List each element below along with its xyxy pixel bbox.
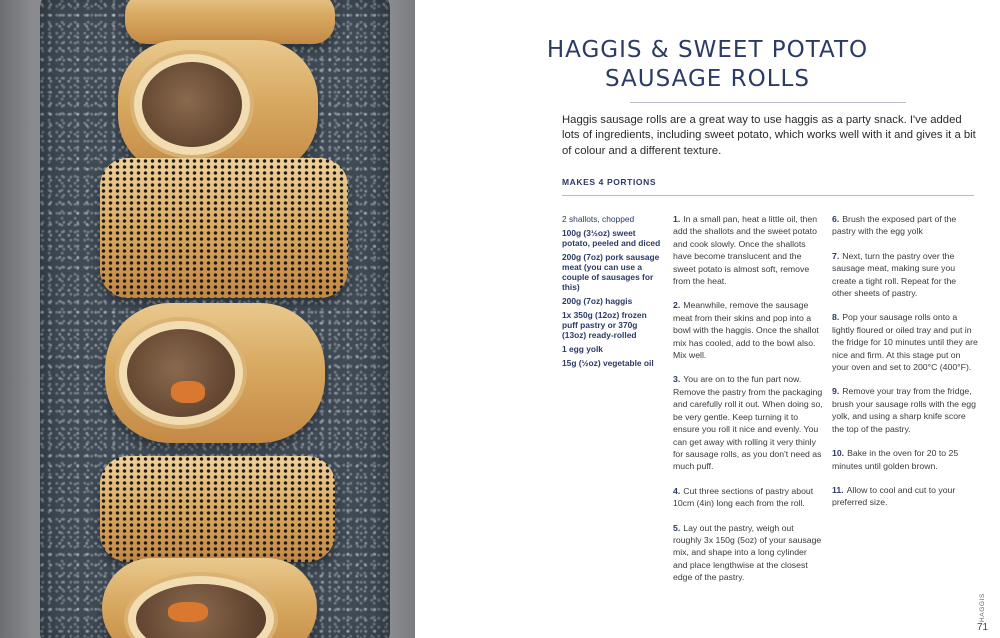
- portions-label: MAKES 4 PORTIONS: [562, 177, 657, 187]
- step-text: Remove your tray from the fridge, brush your sausage rolls with the egg yolk, and using a sharp knife score the top of the pastry.: [832, 386, 976, 434]
- portions-divider: [562, 195, 974, 196]
- method-step: [832, 250, 978, 300]
- step-number: 1.: [673, 214, 681, 224]
- method-step: [832, 311, 978, 373]
- method-step: [673, 373, 823, 472]
- step-text: Pop your sausage rolls onto a lightly floured or oiled tray and put in the fridge for 10 minutes until they are nice and firm. At this stage put on your oven and set to 200°C (400°F).: [832, 312, 978, 373]
- step-number: 6.: [832, 214, 840, 224]
- sausage-roll-slice: [100, 158, 348, 298]
- sausage-roll-slice: [125, 0, 335, 44]
- title-divider: [630, 102, 906, 103]
- ingredients-list: [562, 214, 662, 372]
- step-number: 11.: [832, 484, 844, 495]
- step-text: Cut three sections of pastry about 10cm (4in) long each from the roll.: [673, 485, 814, 509]
- method-step: [673, 213, 823, 287]
- sausage-roll-slice: [118, 40, 318, 175]
- step-number: 2.: [673, 300, 681, 311]
- recipe-title-line-2: SAUSAGE ROLLS: [605, 66, 810, 92]
- method-step: [673, 485, 823, 510]
- method-steps-column-2: [832, 213, 978, 521]
- step-text: You are on to the fun part now. Remove the pastry from the packaging and carefully roll it out. When doing so, be very gentle. Keep turning it to ensure you roll it nice and evenly. You can get away with rolling it very thinly for sausage rolls, as you don't need as much puff.: [673, 374, 823, 472]
- method-step: [832, 447, 978, 472]
- method-step: [673, 522, 823, 584]
- ingredient-item: 1 egg yolk: [562, 344, 603, 354]
- page-number: 71: [977, 622, 989, 633]
- method-step: [832, 213, 978, 238]
- recipe-title-line-1: HAGGIS & SWEET POTATO: [546, 37, 869, 63]
- step-number: 8.: [832, 312, 840, 323]
- method-step: [832, 385, 978, 435]
- step-number: 9.: [832, 386, 840, 397]
- method-steps-column-1: [673, 213, 823, 596]
- recipe-page: [415, 0, 1000, 638]
- recipe-intro: Haggis sausage rolls are a great way to use haggis as a party snack. I've added lots of ingredients, including sweet potato, which works well with it and gives it a bit of colour and a different texture.: [562, 114, 976, 157]
- ingredient-item: 1x 350g (12oz) frozen puff pastry or 370g (13oz) ready-rolled: [562, 310, 647, 340]
- step-number: 5.: [673, 522, 681, 533]
- step-number: 7.: [832, 250, 840, 261]
- method-step: [832, 484, 978, 509]
- step-text: Allow to cool and cut to your preferred size.: [832, 484, 956, 508]
- step-text: Lay out the pastry, weigh out roughly 3x 150g (5oz) of your sausage mix, and shape into a long cylinder and place lengthwise at the closest edge of the pastry.: [673, 522, 822, 583]
- step-number: 4.: [673, 485, 681, 496]
- step-number: 3.: [673, 374, 681, 385]
- ingredient-item: 15g (½oz) vegetable oil: [562, 358, 654, 368]
- sausage-roll-slice: [102, 558, 317, 638]
- ingredient-item: 200g (7oz) haggis: [562, 296, 633, 306]
- sausage-roll-slice: [105, 303, 325, 443]
- ingredient-item: 100g (3½oz) sweet potato, peeled and diced: [562, 228, 661, 248]
- ingredient-item: 2 shallots, chopped: [562, 214, 635, 224]
- recipe-photo: [0, 0, 415, 638]
- ingredient-item: 200g (7oz) pork sausage meat (you can use a couple of sausages for this): [562, 252, 660, 292]
- step-text: Meanwhile, remove the sausage meat from their skins and pop into a bowl with the haggis. Once the shallot mix has cooled, add to the bowl also. Mix well.: [673, 300, 819, 361]
- step-number: 10.: [832, 448, 845, 459]
- method-step: [673, 299, 823, 361]
- step-text: Brush the exposed part of the pastry with the egg yolk: [832, 214, 957, 237]
- step-text: In a small pan, heat a little oil, then add the shallots and the sweet potato and cook slowly. Once the shallots have become translucent and the sweet potato is almost soft, remove from the heat.: [673, 214, 818, 287]
- sausage-roll-slice: [100, 456, 335, 562]
- section-running-head: HAGGIS: [979, 593, 986, 622]
- step-text: Bake in the oven for 20 to 25 minutes until golden brown.: [832, 448, 959, 471]
- step-text: Next, turn the pastry over the sausage meat, making sure you create a tight roll. Repeat for the other sheets of pastry.: [832, 250, 957, 299]
